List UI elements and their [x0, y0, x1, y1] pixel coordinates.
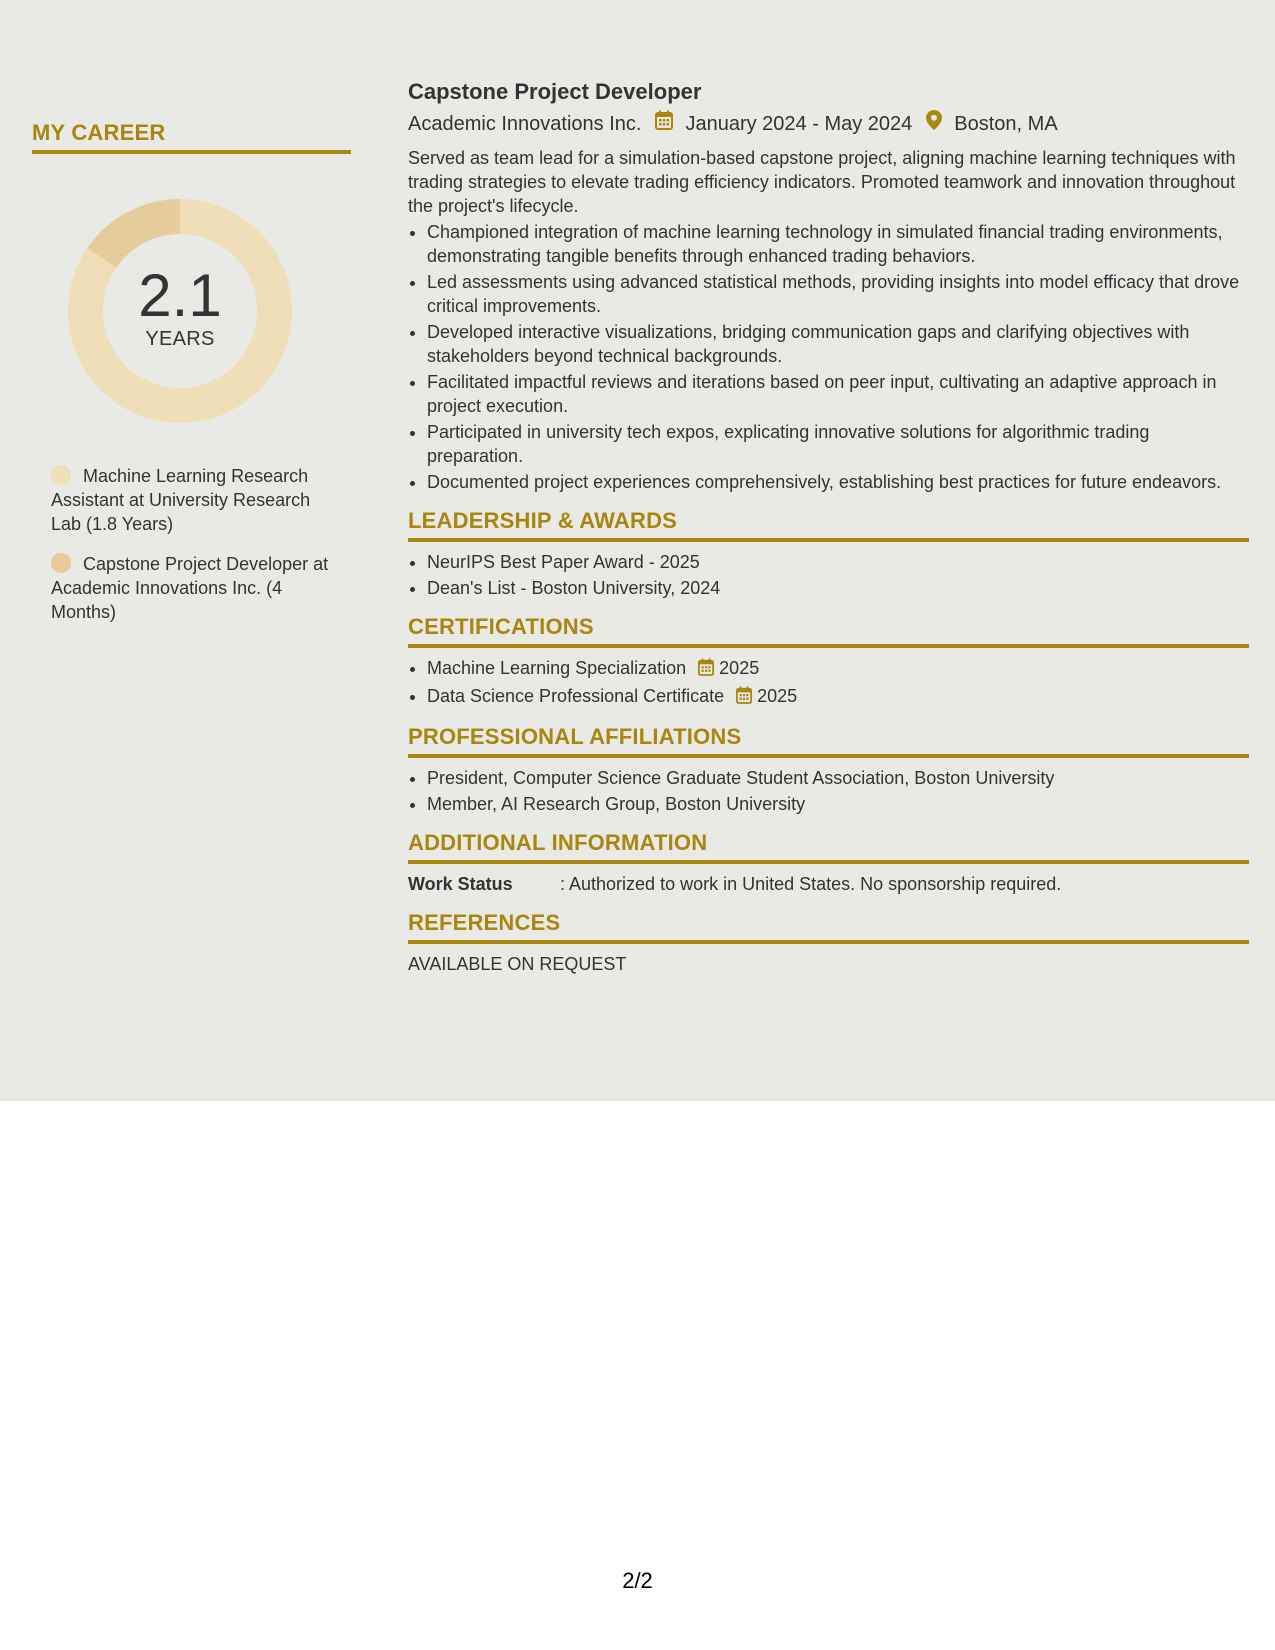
list-item [427, 684, 1249, 710]
list-item: • Facilitated impactful reviews and iterations based on peer input, cultivating an adaptive approach in project execution. [427, 370, 1249, 418]
donut-center [65, 196, 295, 426]
main-content [408, 78, 1249, 976]
affiliations-list [408, 766, 1249, 816]
awards-section [408, 508, 1249, 600]
references-heading: REFERENCES [408, 910, 1249, 944]
certification-year: 2025 [719, 658, 760, 678]
list-item: • Led assessments using advanced statistical methods, providing insights into model efficacy that drove critical improvements. [427, 270, 1249, 318]
references-section [408, 910, 1249, 976]
job-entry [408, 78, 1249, 494]
list-item: • NeurIPS Best Paper Award - 2025 [427, 550, 1249, 574]
legend-label: Machine Learning Research Assistant at University Research Lab (1.8 Years) [51, 466, 311, 534]
list-item: • Developed interactive visualizations, bridging communication gaps and clarifying objectives with stakeholders beyond technical backgrounds. [427, 320, 1249, 368]
awards-list [408, 550, 1249, 600]
job-meta [408, 110, 1249, 138]
career-total-unit: YEARS [145, 327, 215, 350]
career-total-value: 2.1 [138, 261, 222, 329]
list-item: • Dean's List - Boston University, 2024 [427, 576, 1249, 600]
legend-item [51, 464, 341, 536]
list-item [427, 656, 1249, 682]
job-title: Capstone Project Developer [408, 79, 702, 104]
calendar-icon [736, 686, 752, 710]
career-sidebar [32, 120, 351, 640]
list-item: • Documented project experiences comprehensively, establishing best practices for future endeavors. [427, 470, 1249, 494]
additional-info-heading: ADDITIONAL INFORMATION [408, 830, 1249, 864]
list-item: • Member, AI Research Group, Boston University [427, 792, 1249, 816]
certification-name: Data Science Professional Certificate [427, 686, 725, 706]
list-item: • President, Computer Science Graduate Student Association, Boston University [427, 766, 1249, 790]
list-item: • Participated in university tech expos, explicating innovative solutions for algorithmic trading preparation. [427, 420, 1249, 468]
career-legend [32, 464, 341, 624]
work-status-value: : Authorized to work in United States. No sponsorship required. [560, 874, 1062, 894]
calendar-icon [655, 110, 673, 138]
awards-heading: LEADERSHIP & AWARDS [408, 508, 1249, 542]
references-text: AVAILABLE ON REQUEST [408, 954, 627, 974]
additional-info-section [408, 830, 1249, 896]
calendar-icon [698, 658, 714, 682]
career-donut-chart [65, 196, 295, 426]
location-pin-icon [926, 110, 942, 138]
legend-dot [51, 465, 71, 485]
certifications-heading: CERTIFICATIONS [408, 614, 1249, 648]
legend-dot [51, 553, 71, 573]
job-location: Boston, MA [954, 113, 1058, 135]
certifications-section [408, 614, 1249, 710]
job-dates: January 2024 - May 2024 [685, 113, 913, 135]
affiliations-heading: PROFESSIONAL AFFILIATIONS [408, 724, 1249, 758]
affiliations-section [408, 724, 1249, 816]
job-bullets [408, 220, 1249, 494]
legend-label: Capstone Project Developer at Academic Innovations Inc. (4 Months) [51, 554, 329, 622]
career-heading: MY CAREER [32, 120, 351, 154]
job-company: Academic Innovations Inc. [408, 113, 642, 135]
certification-name: Machine Learning Specialization [427, 658, 687, 678]
page-number: 2/2 [622, 1568, 653, 1593]
certifications-list [408, 656, 1249, 710]
certification-year: 2025 [757, 686, 798, 706]
job-summary: Served as team lead for a simulation-based capstone project, aligning machine learning techniques with trading strategies to elevate trading efficiency indicators. Promoted teamwork and innovation throughout the project's lifecycle. [408, 148, 1236, 216]
list-item: • Championed integration of machine learning technology in simulated financial trading environments, demonstrating tangible benefits through enhanced trading behaviors. [427, 220, 1249, 268]
work-status-label: Work Status [408, 874, 513, 894]
legend-item [51, 552, 341, 624]
work-status-row [408, 872, 1249, 896]
